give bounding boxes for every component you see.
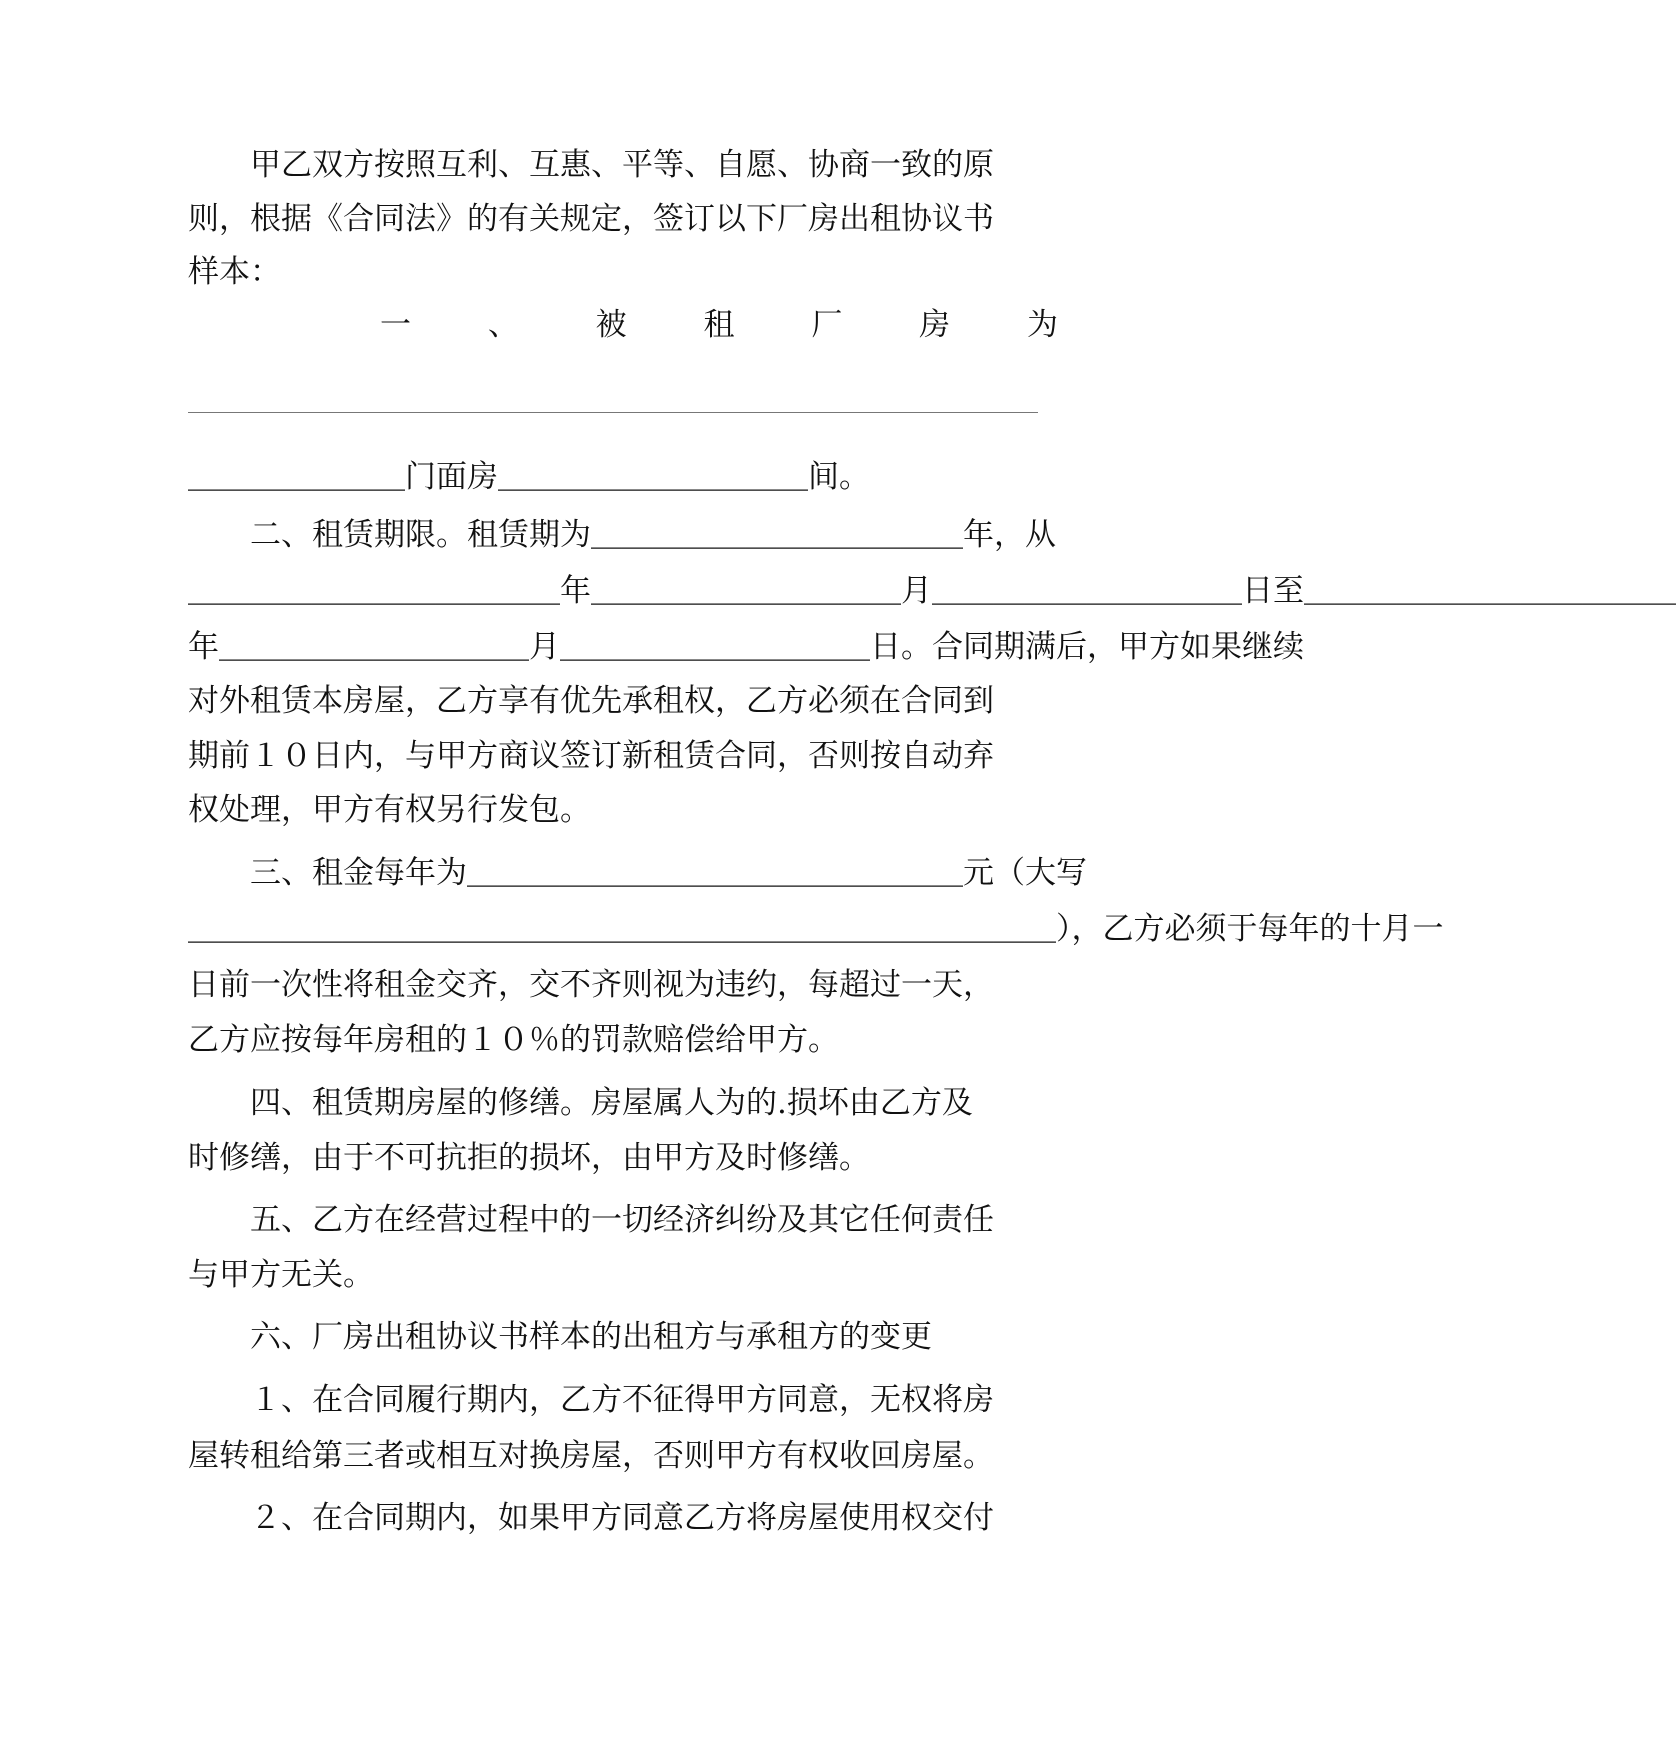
paragraph-line: 期前１０日内，与甲方商议签订新租赁合同，否则按自动弃 <box>188 738 994 774</box>
blank-underline <box>188 412 1038 413</box>
paragraph-line: 年＿＿＿＿＿＿＿＿＿＿月＿＿＿＿＿＿＿＿＿＿日。合同期满后，甲方如果继续 <box>188 629 1304 665</box>
paragraph-line: 四、租赁期房屋的修缮。房屋属人为的.损坏由乙方及 <box>188 1085 973 1121</box>
paragraph-line: 三、租金每年为＿＿＿＿＿＿＿＿＿＿＿＿＿＿＿＿元（大写 <box>188 855 1087 891</box>
paragraph-line: 甲乙双方按照互利、互惠、平等、自愿、协商一致的原 <box>188 147 994 183</box>
paragraph-line: 样本： <box>188 254 281 290</box>
paragraph-line: 时修缮，由于不可抗拒的损坏，由甲方及时修缮。 <box>188 1140 870 1176</box>
paragraph-line: ＿＿＿＿＿＿＿＿＿＿＿＿＿＿＿＿＿＿＿＿＿＿＿＿＿＿＿＿），乙方必须于每年的十月一 <box>188 911 1444 947</box>
clause-one-char: 、 <box>487 307 519 343</box>
paragraph-line: 乙方应按每年房租的１０％的罚款赔偿给甲方。 <box>188 1022 839 1058</box>
paragraph-line: 则，根据《合同法》的有关规定，签订以下厂房出租协议书 <box>188 201 994 237</box>
clause-one-char: 为 <box>1026 307 1058 343</box>
paragraph-line: １、在合同履行期内，乙方不征得甲方同意，无权将房 <box>188 1382 994 1418</box>
clause-one-char: 被 <box>595 307 627 343</box>
paragraph-line: 五、乙方在经营过程中的一切经济纠纷及其它任何责任 <box>188 1202 994 1238</box>
clause-one-char: 房 <box>919 307 951 343</box>
paragraph-line: 与甲方无关。 <box>188 1257 374 1293</box>
clause-one-char: 一 <box>380 307 411 343</box>
paragraph-line: 二、租赁期限。租赁期为＿＿＿＿＿＿＿＿＿＿＿＿年，从 <box>188 517 1056 553</box>
paragraph-line: 日前一次性将租金交齐，交不齐则视为违约，每超过一天， <box>188 967 994 1003</box>
paragraph-line: 六、厂房出租协议书样本的出租方与承租方的变更 <box>188 1319 932 1355</box>
paragraph-line: 屋转租给第三者或相互对换房屋，否则甲方有权收回房屋。 <box>188 1438 994 1474</box>
clause-one-heading <box>380 298 1058 352</box>
paragraph-line: ＿＿＿＿＿＿＿门面房＿＿＿＿＿＿＿＿＿＿间。 <box>188 459 870 495</box>
paragraph-line: 权处理，甲方有权另行发包。 <box>188 792 591 828</box>
paragraph-line: ２、在合同期内，如果甲方同意乙方将房屋使用权交付 <box>188 1500 994 1536</box>
clause-one-char: 租 <box>703 307 735 343</box>
paragraph-line: ＿＿＿＿＿＿＿＿＿＿＿＿年＿＿＿＿＿＿＿＿＿＿月＿＿＿＿＿＿＿＿＿＿日至＿＿＿＿＿＿＿＿＿＿＿＿ <box>188 573 1676 609</box>
paragraph-line: 对外租赁本房屋，乙方享有优先承租权，乙方必须在合同到 <box>188 683 994 719</box>
clause-one-char: 厂 <box>811 307 843 343</box>
